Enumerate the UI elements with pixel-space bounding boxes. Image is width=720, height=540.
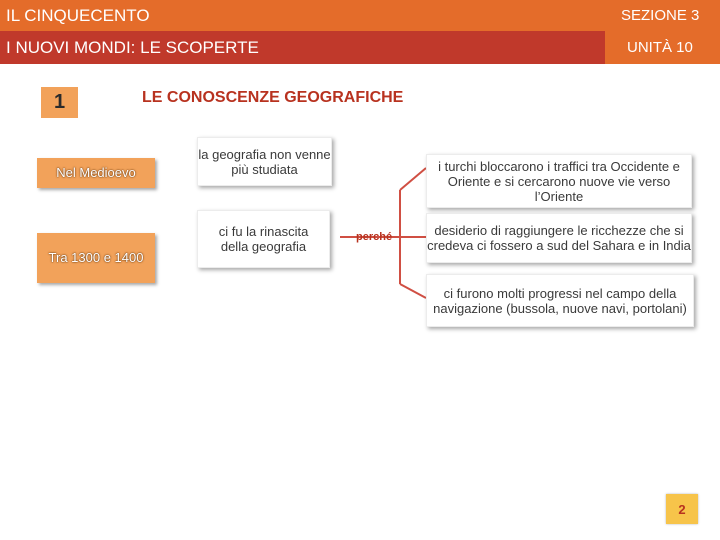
reason-box-turchi: i turchi bloccarono i traffici tra Occidente e Oriente e si cercarono nuove vie verso l’Oriente bbox=[426, 154, 692, 208]
chapter-title: I NUOVI MONDI: LE SCOPERTE bbox=[6, 38, 259, 57]
unit-label: UNITÀ 10 bbox=[627, 39, 693, 56]
section-label: SEZIONE 3 bbox=[621, 7, 700, 24]
reason-box-navigazione: ci furono molti progressi nel campo della navigazione (bussola, nuove navi, portolani) bbox=[426, 274, 694, 327]
period-box-medioevo: Nel Medioevo bbox=[37, 158, 155, 188]
slide-title: LE CONOSCENZE GEOGRAFICHE bbox=[142, 89, 404, 106]
connector-perche-label: perché bbox=[356, 231, 393, 243]
reason-box-ricchezze: desiderio di raggiungere le ricchezze che si credeva ci fossero a sud del Sahara e in India bbox=[426, 213, 692, 263]
slide-number-badge: 1 bbox=[41, 87, 78, 118]
period-box-1300-1400: Tra 1300 e 1400 bbox=[37, 233, 155, 283]
page-number-badge: 2 bbox=[666, 494, 698, 524]
fact-box-rinascita-geografia: ci fu la rinascita della geografia bbox=[197, 210, 330, 268]
course-title: IL CINQUECENTO bbox=[6, 6, 150, 25]
connector-branch-3 bbox=[400, 284, 426, 298]
fact-box-geografia-non-studiata: la geografia non venne più studiata bbox=[197, 137, 332, 186]
connector-branch-1 bbox=[400, 168, 426, 190]
